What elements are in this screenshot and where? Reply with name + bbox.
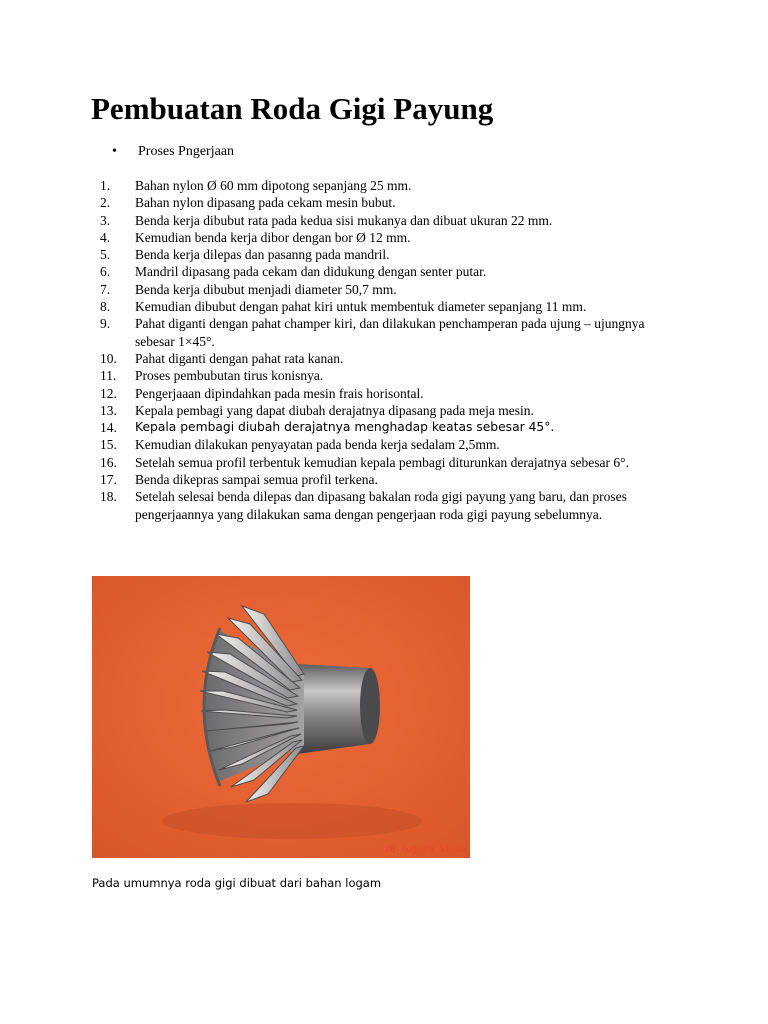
list-item [0,402,675,419]
list-item [0,212,675,229]
page-title: Pembuatan Roda Gigi Payung [91,91,494,126]
step-number: 14. [100,420,117,436]
step-number: 3. [100,212,111,228]
step-text: Benda kerja dibubut menjadi diameter 50,7 mm. [135,281,397,297]
step-number: 7. [100,281,111,297]
step-number: 10. [100,350,117,366]
list-item [0,454,675,471]
step-text: Setelah semua profil terbentuk kemudian kepala pembagi diturunkan derajatnya sebesar 6°. [135,454,629,470]
step-number: 11. [100,368,117,384]
step-text: Benda kerja dibubut rata pada kedua sisi mukanya dan dibuat ukuran 22 mm. [135,212,553,228]
step-number: 1. [100,178,111,193]
bullet-text: Proses Pngerjaan [138,144,235,159]
photo-date-stamp: 26-Aug-09 11:18 [384,845,466,855]
step-text: Kemudian dibubut dengan pahat kiri untuk membentuk diameter sepanjang 11 mm. [135,299,587,315]
step-number: 18. [100,489,117,505]
step-number: 13. [100,402,117,418]
step-text: Bahan nylon dipasang pada cekam mesin bubut. [135,195,396,211]
bevel-gear-photo [92,576,470,858]
step-text: Kemudian dilakukan penyayatan pada benda kerja sedalam 2,5mm. [135,437,500,453]
step-number: 8. [100,299,111,315]
list-item [0,436,675,453]
list-item [0,177,675,194]
step-text: Pengerjaaan dipindahkan pada mesin frais horisontal. [135,385,424,401]
list-item [0,367,675,384]
step-number: 12. [100,385,117,401]
step-number: 17. [100,472,117,488]
step-text: Kepala pembagi yang dapat diubah derajatnya dipasang pada meja mesin. [135,402,534,418]
list-item [0,281,675,298]
list-item [0,194,675,211]
list-item [0,385,675,402]
list-item [0,315,675,350]
step-text: Pahat diganti dengan pahat rata kanan. [135,350,344,366]
step-number: 6. [100,264,111,280]
step-text: Benda kerja dilepas dan pasanng pada mandril. [135,247,390,263]
list-item [0,350,675,367]
step-number: 4. [100,229,111,245]
step-text: Kemudian benda kerja dibor dengan bor Ø 12 mm. [135,229,411,245]
step-text: Benda dikepras sampai semua profil terkena. [135,472,378,488]
list-item [0,488,675,523]
steps-list [0,177,768,523]
list-item [0,298,675,315]
step-text: Proses pembubutan tirus konisnya. [135,368,324,384]
step-number: 16. [100,454,117,470]
list-item [0,263,675,280]
step-number: 5. [100,247,111,263]
step-number: 15. [100,437,117,453]
list-item [0,229,675,246]
list-item [0,471,675,488]
step-number: 2. [100,195,111,211]
photo-caption: Pada umumnya roda gigi dibuat dari bahan logam [92,876,382,890]
step-text: Mandril dipasang pada cekam dan didukung dengan senter putar. [135,264,487,280]
step-text: Kepala pembagi diubah derajatnya menghadap keatas sebesar 45°. [135,420,555,435]
list-item [0,419,675,436]
step-text: Setelah selesai benda dilepas dan dipasang bakalan roda gigi payung yang baru, dan proses pengerjaannya yang dilakukan sama dengan pengerjaan roda gigi payung sebelumnya. [135,489,627,522]
list-item [0,246,675,263]
step-text: Pahat diganti dengan pahat champer kiri, dan dilakukan penchamperan pada ujung – ujungnya sebesar 1×45°. [135,316,645,349]
step-text: Bahan nylon Ø 60 mm dipotong sepanjang 25 mm. [135,178,412,193]
step-number: 9. [100,316,111,332]
bevel-gear-illustration [92,576,470,858]
bullet-symbol: • [112,144,117,159]
